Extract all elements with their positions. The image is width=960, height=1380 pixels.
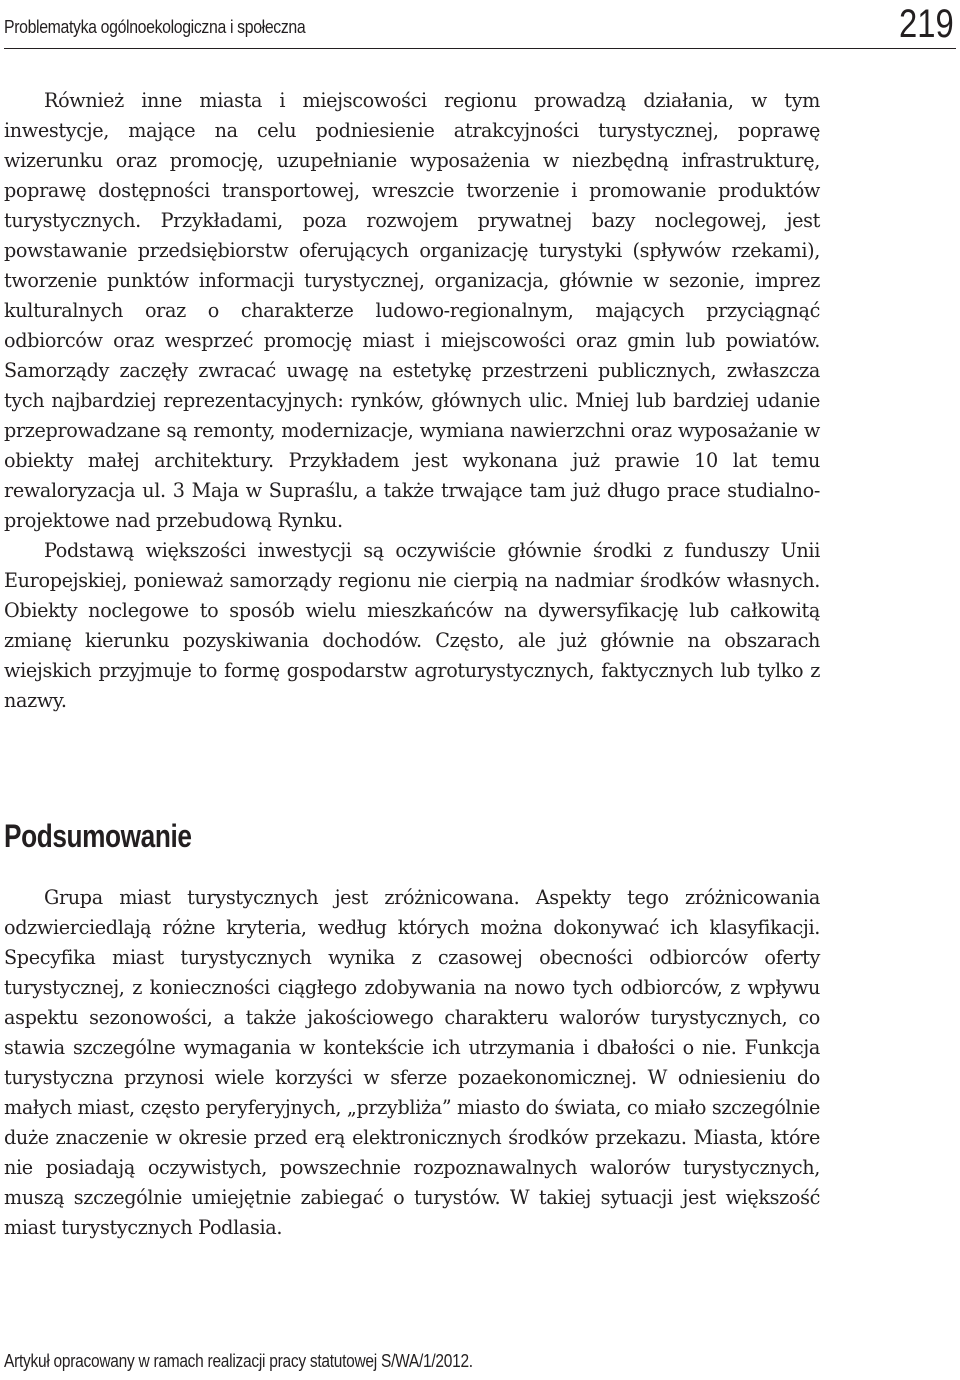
paragraph: Podstawą większości inwestycji są oczywiście głównie środki z funduszy Unii Europejskiej, ponieważ samorządy regionu nie cierpią na nadmiar środków własnych. Obiekty noclegowe to sposób wielu mieszkańców na dywersyfikację lub całkowitą zmianę kierunku pozyskiwania dochodów. Często, ale już głównie na obszarach wiejskich przyjmuje to formę gospodarstw agroturystycznych, faktycznych lub tylko z nazwy. <box>4 539 820 712</box>
section-heading: Podsumowanie <box>4 818 192 854</box>
body-section-2 <box>4 883 820 1243</box>
paragraph: Grupa miast turystycznych jest zróżnicowana. Aspekty tego zróżnicowania odzwierciedlają różne kryteria, według których można dokonywać ich klasyfikacji. Specyfika miast turystycznych wynika z czasowej obecności odbiorców oferty turystycznej, z konieczności ciągłego zdobywania na nowo tych odbiorców, z wpływu aspektu sezonowości, a także jakościowego charakteru walorów turystycznych, co stawia szczególne wymagania w kontekście ich utrzymania i dbałości o nie. Funkcja turystyczna przynosi wiele korzyści w sferze pozaekonomicznej. W odniesieniu do małych miast, często peryferyjnych, „przybliża” miasto do świata, co miało szczególnie duże znaczenie w okresie przed erą elektronicznych środków przekazu. Miasta, które nie posiadają oczywistych, powszechnie rozpoznawalnych walorów turystycznych, muszą szczególnie umiejętnie zabiegać o turystów. W takiej sytuacji jest większość miast turystycznych Podlasia. <box>4 886 820 1239</box>
running-title: Problematyka ogólnoekologiczna i społeczna <box>4 17 306 37</box>
running-header <box>4 0 956 49</box>
page-number: 219 <box>899 2 954 46</box>
paragraph: Również inne miasta i miejscowości regionu prowadzą działania, w tym inwestycje, mające na celu podniesienie atrakcyjności turystycznej, poprawę wizerunku oraz promocję, uzupełnianie wyposażenia w niezbędną infrastrukturę, poprawę dostępności transportowej, wreszcie tworzenie i promowanie produktów turystycznych. Przykładami, poza rozwojem prywatnej bazy noclegowej, jest powstawanie przedsiębiorstw oferujących organizację turystyki (spływów rzekami), tworzenie punktów informacji turystycznej, organizacja, głównie w sezonie, imprez kulturalnych oraz o charakterze ludowo-regionalnym, mających przyciągnąć odbiorców oraz wesprzeć promocję miast i miejscowości oraz gmin lub powiatów. Samorządy zaczęły zwracać uwagę na estetykę przestrzeni publicznych, zwłaszcza tych najbardziej reprezentacyjnych: rynków, głównych ulic. Mniej lub bardziej udanie przeprowadzane są remonty, modernizacje, wymiana nawierzchni oraz wyposażanie w obiekty małej architektury. Przykładem jest wykonana już prawie 10 lat temu rewaloryzacja ul. 3 Maja w Supraślu, a także trwające tam już długo prace studialno-projektowe nad przebudową Rynku. <box>4 89 820 532</box>
body-section-1 <box>4 86 820 716</box>
footnote: Artykuł opracowany w ramach realizacji pracy statutowej S/WA/1/2012. <box>4 1351 473 1371</box>
